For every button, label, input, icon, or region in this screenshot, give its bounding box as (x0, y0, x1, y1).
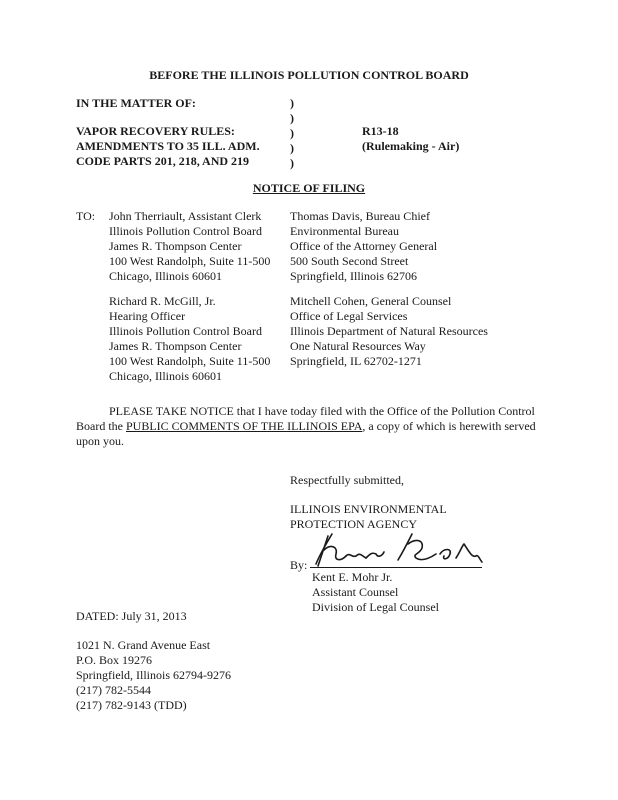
agency-line: ILLINOIS ENVIRONMENTAL (290, 502, 447, 516)
recipient-hearing-officer (109, 294, 270, 384)
address-line: 100 West Randolph, Suite 11-500 (109, 254, 271, 268)
address-line: Office of the Attorney General (290, 239, 438, 253)
docket-number: R13-18 (362, 124, 399, 138)
paragraph-line-3: upon you. (76, 434, 124, 448)
paragraph-text: , a copy of which is herewith served (362, 419, 536, 433)
address-line: Richard R. McGill, Jr. (109, 294, 216, 308)
matter-description (76, 124, 260, 169)
signer-name: Kent E. Mohr Jr. (312, 570, 393, 584)
matter-label: IN THE MATTER OF: (76, 96, 196, 110)
address-line: Mitchell Cohen, General Counsel (290, 294, 452, 308)
docket-type: (Rulemaking - Air) (362, 139, 460, 153)
closing: Respectfully submitted, (290, 473, 404, 487)
address-line: P.O. Box 19276 (76, 653, 153, 667)
by-label: By: (290, 558, 308, 572)
paren: ) (290, 126, 294, 140)
address-line: Illinois Pollution Control Board (109, 324, 263, 338)
address-line: Springfield, Illinois 62706 (290, 269, 417, 283)
notice-title: NOTICE OF FILING (252, 181, 366, 195)
dated: DATED: July 31, 2013 (76, 609, 187, 623)
address-line: Environmental Bureau (290, 224, 399, 238)
address-line: Chicago, Illinois 60601 (109, 369, 222, 383)
signer-title: Assistant Counsel (312, 585, 399, 599)
address-line: Springfield, IL 62702-1271 (290, 354, 422, 368)
to-label: TO: (76, 209, 96, 223)
recipient-attorney-general (290, 209, 437, 284)
address-line: Springfield, Illinois 62794-9276 (76, 668, 231, 682)
paren: ) (290, 111, 294, 125)
address-line: Illinois Department of Natural Resources (290, 324, 488, 338)
address-line: Chicago, Illinois 60601 (109, 269, 222, 283)
signer-division: Division of Legal Counsel (312, 600, 439, 614)
signer-details (312, 570, 439, 615)
agency-address (76, 638, 231, 713)
matter-line: AMENDMENTS TO 35 ILL. ADM. (76, 139, 260, 153)
caption-parentheses (290, 96, 294, 171)
address-line: 100 West Randolph, Suite 11-500 (109, 354, 271, 368)
paragraph-text: Board the (76, 419, 123, 433)
address-line: 500 South Second Street (290, 254, 409, 268)
paragraph-line-1: PLEASE TAKE NOTICE that I have today filed with the Office of the Pollution Control (109, 404, 535, 418)
board-title: BEFORE THE ILLINOIS POLLUTION CONTROL BOARD (149, 68, 469, 82)
document-title: PUBLIC COMMENTS OF THE ILLINOIS EPA (126, 419, 363, 433)
address-line: 1021 N. Grand Avenue East (76, 638, 211, 652)
address-line: James R. Thompson Center (109, 339, 242, 353)
tdd-phone: (217) 782-9143 (TDD) (76, 698, 187, 712)
paren: ) (290, 141, 294, 155)
paren: ) (290, 96, 294, 110)
phone: (217) 782-5544 (76, 683, 151, 697)
notice-paragraph (76, 404, 546, 449)
address-line: John Therriault, Assistant Clerk (109, 209, 262, 223)
recipient-dnr (290, 294, 488, 369)
matter-line: VAPOR RECOVERY RULES: (76, 124, 235, 138)
address-line: Thomas Davis, Bureau Chief (290, 209, 430, 223)
address-line: Illinois Pollution Control Board (109, 224, 263, 238)
paren: ) (290, 156, 294, 170)
agency-name (290, 502, 447, 532)
address-line: One Natural Resources Way (290, 339, 426, 353)
matter-line: CODE PARTS 201, 218, AND 219 (76, 154, 250, 168)
paragraph-line-2 (76, 419, 546, 434)
address-line: Hearing Officer (109, 309, 186, 323)
address-line: James R. Thompson Center (109, 239, 242, 253)
address-line: Office of Legal Services (290, 309, 408, 323)
recipient-clerk (109, 209, 270, 284)
docket-block (362, 124, 459, 154)
agency-line: PROTECTION AGENCY (290, 517, 418, 531)
